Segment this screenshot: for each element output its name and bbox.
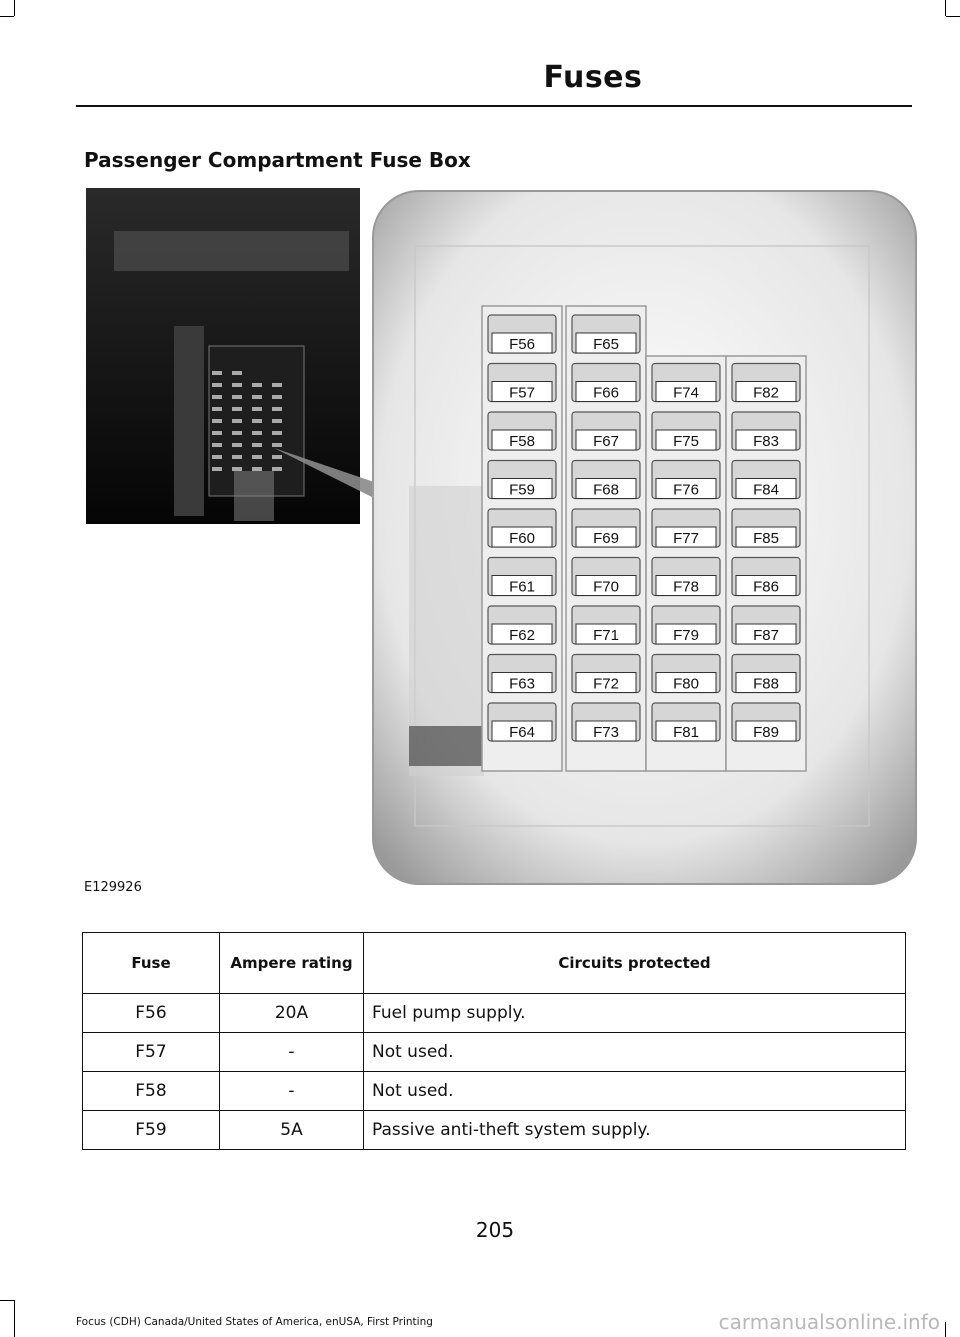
locator-image xyxy=(86,188,360,524)
section-title: Passenger Compartment Fuse Box xyxy=(84,148,471,172)
fuse-label: F79 xyxy=(673,627,699,644)
cell-circuits: Not used. xyxy=(364,1033,906,1072)
table-row xyxy=(83,1033,906,1072)
fuse-table xyxy=(82,932,906,1150)
page-number: 205 xyxy=(475,1218,515,1242)
fuse-box-figure xyxy=(84,186,918,888)
cell-circuits: Passive anti-theft system supply. xyxy=(364,1111,906,1150)
column-header-circuits: Circuits protected xyxy=(364,933,906,994)
table-row xyxy=(83,994,906,1033)
column-header-fuse: Fuse xyxy=(83,933,220,994)
fuse-label: F71 xyxy=(593,627,619,644)
fuse-label: F80 xyxy=(673,675,699,693)
crop-mark xyxy=(0,16,14,17)
cell-ampere: 5A xyxy=(220,1111,364,1150)
fuse-label: F58 xyxy=(509,433,535,450)
cell-fuse: F57 xyxy=(83,1033,220,1072)
fuse-label: F66 xyxy=(593,384,619,402)
page-title: Fuses xyxy=(543,60,643,95)
fuse-label: F59 xyxy=(509,481,535,499)
cell-ampere: - xyxy=(220,1033,364,1072)
watermark: carmanualsonline.info xyxy=(718,1310,940,1334)
fuse-label: F68 xyxy=(593,481,619,499)
fuse-label: F65 xyxy=(593,336,619,353)
cell-fuse: F59 xyxy=(83,1111,220,1150)
fuse-label: F61 xyxy=(509,578,535,596)
fuse-label: F74 xyxy=(673,384,699,402)
fuse-label: F81 xyxy=(673,724,699,741)
fuse-label: F60 xyxy=(509,530,535,547)
fuse-label: F63 xyxy=(509,675,535,693)
fuse-label: F88 xyxy=(753,675,779,693)
fuse-label: F89 xyxy=(753,724,779,741)
fuse-label: F69 xyxy=(593,530,619,547)
fuse-label: F77 xyxy=(673,530,699,547)
cell-circuits: Not used. xyxy=(364,1072,906,1111)
fuse-label: F67 xyxy=(593,433,619,450)
crop-mark xyxy=(945,0,946,16)
fuse-label: F83 xyxy=(753,433,779,450)
cell-fuse: F58 xyxy=(83,1072,220,1111)
cell-ampere: - xyxy=(220,1072,364,1111)
fuse-label: F64 xyxy=(509,724,535,741)
fuse-label: F75 xyxy=(673,433,699,450)
fuse-label: F70 xyxy=(593,578,619,596)
fuse-label: F72 xyxy=(593,675,619,693)
fuse-label: F78 xyxy=(673,578,699,596)
figure-code: E129926 xyxy=(84,880,142,895)
footer-text: Focus (CDH) Canada/United States of America, enUSA, First Printing xyxy=(76,1316,433,1328)
header-rule xyxy=(76,105,912,107)
fuse-label: F84 xyxy=(753,481,779,499)
fuse-label: F76 xyxy=(673,481,699,499)
fuse-label: F73 xyxy=(593,724,619,741)
cell-fuse: F56 xyxy=(83,994,220,1033)
fuse-label: F85 xyxy=(753,530,779,547)
fuse-label: F62 xyxy=(509,627,535,644)
fuse-label: F57 xyxy=(509,384,535,402)
crop-mark xyxy=(0,1300,14,1301)
table-header-row xyxy=(83,933,906,994)
column-header-ampere: Ampere rating xyxy=(220,933,364,994)
crop-mark xyxy=(946,16,960,17)
table-row xyxy=(83,1072,906,1111)
crop-mark xyxy=(14,1300,15,1337)
fuse-label: F82 xyxy=(753,384,779,402)
cell-ampere: 20A xyxy=(220,994,364,1033)
fuse-label: F86 xyxy=(753,578,779,596)
fuse-label: F87 xyxy=(753,627,779,644)
crop-mark xyxy=(14,0,15,16)
fuse-columns xyxy=(482,306,806,771)
fuse-label: F56 xyxy=(509,336,535,353)
crop-mark xyxy=(945,1322,946,1337)
cell-circuits: Fuel pump supply. xyxy=(364,994,906,1033)
table-row xyxy=(83,1111,906,1150)
